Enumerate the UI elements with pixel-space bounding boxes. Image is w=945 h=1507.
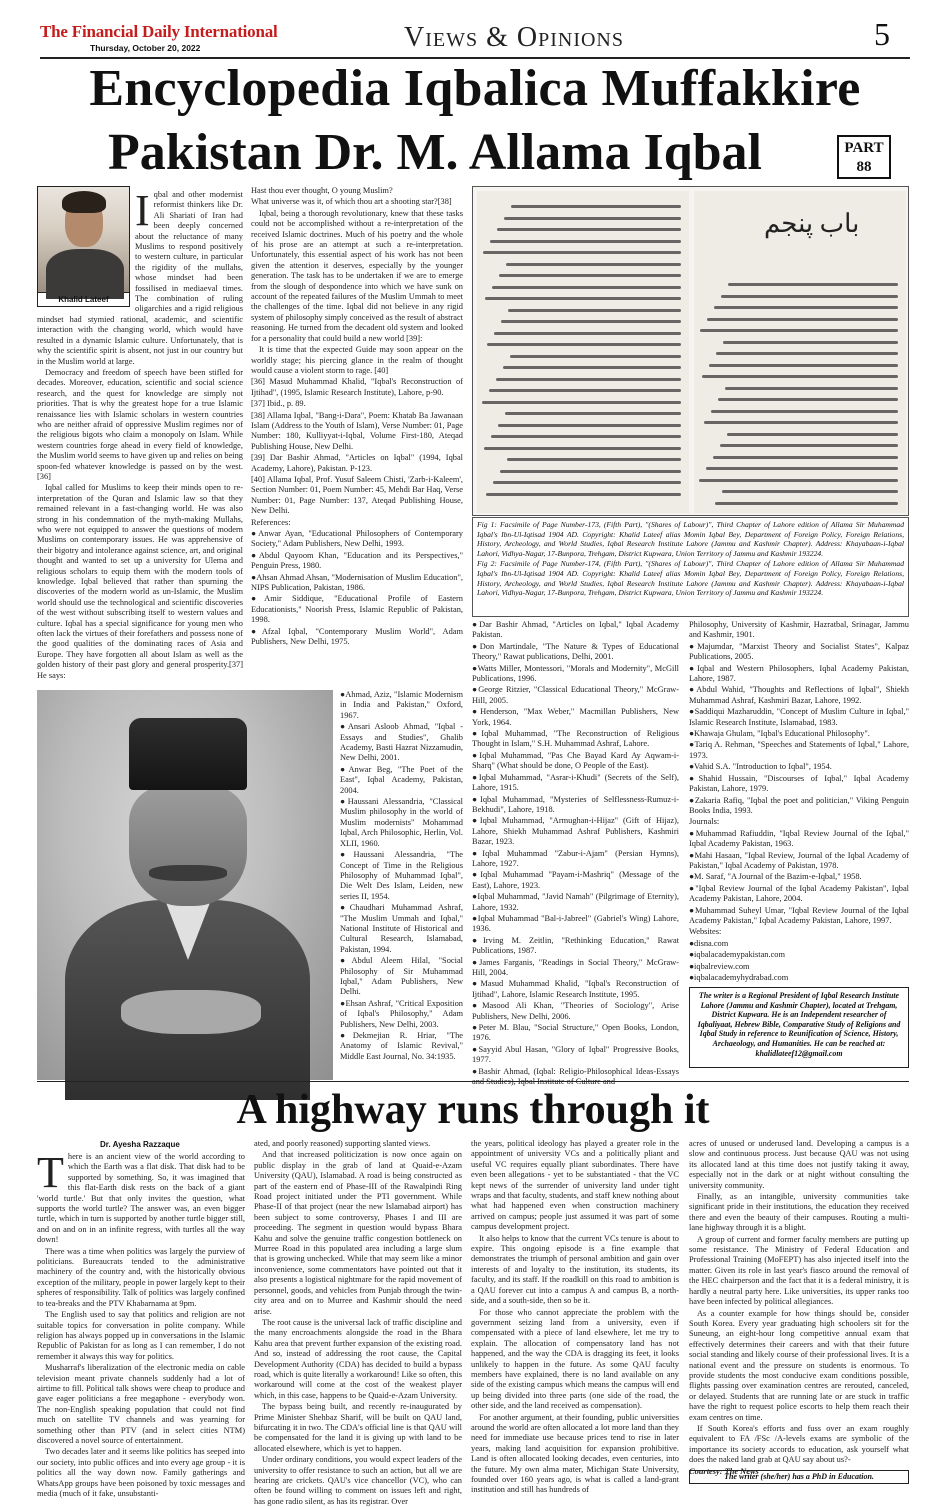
article2-paragraph: If South Korea's efforts and fuss over an exam roughly equivalent to FA /FSc /A-levels exams are symbolic of the importance its society accords to education, ask yourself what does the naked land grab at QAU say about us?- [689,1423,909,1465]
article2-paragraph: ated, and poorly reasoned) supporting slanted views. [254,1139,431,1148]
bibliography-item: ●iqbalacademyhydrabad.com [689,973,789,982]
bibliography-item: ●Dar Bashir Ahmad, "Articles on Iqbal," Iqbal Academy Pakistan. [472,620,679,640]
facsimile-text-line [511,205,681,208]
facsimile-text-line [715,502,898,505]
article1-column-4 [472,620,679,1078]
bibliography-item: ●Afzal Iqbal, "Contemporary Muslim World", Adam Publishers, New Delhi, 1975. [251,626,463,647]
facsimile-text-line [499,274,681,277]
article1-paragraph: Hast thou ever thought, O young Muslim? [251,186,393,195]
author-bio: The writer is a Regional President of Iqbal Research Institute Lahore (Jammu and Kashmir Chapter), located at Trehgam, District Kupwara. He is an Independent researcher of Iqbaliyaat, Hebrew Bible, Comparative Study of Religions and Iqbal Study in reference to Reunification of Science, History, Archaeology, and Humanities. He can be reached at: khalidlateef12@gmail.com [689,987,909,1068]
bibliography-item: ●Iqbal Muhammad, "The Reconstruction of Religious Thought in Islam," S.H. Muhammad Ashraf, Lahore. [472,729,679,749]
facsimile-text-line [500,470,681,473]
facsimile-text-line [498,424,681,427]
facsimile-text-line [501,320,681,323]
article2-headline: A highway runs through it [236,1087,710,1133]
reference-item: [37] Ibid., p. 89. [251,399,306,409]
facsimile-text-line [718,398,898,401]
article1-column-5 [689,620,909,984]
facsimile-text-line [484,447,681,450]
bibliography-item: ●Iqbal and Western Philosophers, Iqbal Academy Pakistan, Lahore, 1987. [689,663,909,684]
article2-lead-paragraph [37,1148,245,1246]
photo-wrap-spacer [37,190,135,312]
bibliography-item: ●Mahi Hasaan, "Iqbal Review, Journal of the Iqbal Academy of Pakistan," Iqbal Academy of Pakistan, 1978. [689,850,909,870]
facsimile-image [472,186,909,516]
figure-caption-1: Fig 1: Facsimile of Page Number-173, (Fifth Part), "(Shares of Labour)", Third Chapter of Lahore edition of Allama Sir Muhammad Iqbal's Ibn-Ul-Iqtisad 1904 AD. Copyright: Khalid Lateef alias Momin Iqbal Bey, Department of Foreign Policy, Foreign Relations, History, Archeology, and World Studies, Iqbal Research Institute Lahore (Jammu and Kashmir Chapter). Address: Khayabaan-i-Iqbal Lahori, Vidhya-Nagar, 17-Bunpora, Trehgam, District Kupwara, Union Territory of Jammu and Kashmir 193224. [477,520,904,558]
bibliography-item: Websites: [689,927,722,937]
bibliography-item: ●Zakaria Rafiq, "Iqbal the poet and politician," Viking Penguin Books India, 1993. [689,795,909,815]
reference-list [251,377,463,516]
bibliography-item: ●disna.com [689,938,729,948]
article1-paragraph: Iqbal called for Muslims to keep their minds open to re-interpretation of the Quran and Islamic law so that they remained relevant in a fast-changing world. He was also strong in his condemnation of the myth-making Mullahs, who were not equipped to answer the questions of modern Muslims on contemporary issues. He was apprehensive of their bigotry and intolerance against science, art, and original thought and wanted to set up a university for Ulema and religious scholars to equip them with the modern tools of knowledge. Iqbal believed that rather than spurning the discoveries of the modern world as un-Islamic, the Muslim world should use the technological and scientific discoveries of the west without subscribing itself to western values and culture. Iqbal has a special significance for young men who often lack the virtues of their forefathers and possess none of the good qualities of the dominating races of Asia and Europe. They have forgotten all about Islam as well as the golden history of their past glory and general prosperity.[37] He says: [37,483,243,680]
article2-paragraph: The root cause is the universal lack of traffic discipline and the many encroachments alongside the road in the Bhara Kahu area that prevent further expansion of the existing road. And so, instead of addressing the root cause, the Capital Development Authority (CDA) has decided to build a bypass road, which is quite literally a workaround! Like so often, this workaround will come at the cost of the weakest player which, in this case, happens to be Quaid-e-Azam University. [254,1317,462,1400]
newspaper-name: The Financial Daily International [40,22,278,41]
article1-headline-line1: Encyclopedia Iqbalica Muffakkire [89,60,861,117]
facsimile-text-line [728,283,898,286]
reference-item: [39] Dar Bashir Ahmad, "Articles on Iqbal" (1994, Iqbal Academy, Lahore), Pakistan. P-123. [251,453,463,473]
bibliography-item: ●Tariq A. Rehman, "Speeches and Statements of Iqbal," Lahore, 1973. [689,740,909,760]
facsimile-text-line [510,355,681,358]
bibliography-item: ●Anwar Beg, "The Poet of the East", Iqbal Academy, Pakistan, 2004. [340,764,463,795]
reference-item: [40] Allama Iqbal, Prof. Yusuf Saleem Chisti, 'Zarb-i-Kaleem', Section Number: 01, Poem Number: 45, Mehdi Bar Haq, Verse Number: 01, Page Number: 137, Ateqad Publishing House, New Delhi. [251,474,463,516]
bibliography-item: ●Chaudhari Muhammad Ashraf, "The Muslim Ummah and Iqbal," National Institute of Historical and Cultural Research, Islamabad, Pakistan, 1994. [340,903,463,954]
iqbal-portrait [37,690,333,1080]
facsimile-text-line [714,306,898,309]
part-label: PART [844,140,884,156]
portrait-hands [121,990,261,1034]
article2-paragraph: It also helps to know that the current VCs tenure is about to expire. This ongoing episode is a fine example that demonstrates the triumph of personal ambition and gain over interests of and loyalty to the institution, its students, its faculty, and its staff. If the roadkill on this road to ambition is a QAU forever cut into a campus A and campus B, a north-side, and a south-side, then so be it. [471,1233,679,1306]
bibliography-item: ●Anwar Ayan, "Educational Philosophers of Contemporary Society," Adam Publishers, New Delhi, 1993. [251,529,463,549]
portrait-cap [129,718,247,790]
bibliography-item: ●Amir Siddique, "Educational Profile of Eastern Educationists," Noorish Press, Islamic Republic of Pakistan, 1998. [251,594,463,625]
article2-byline: Dr. Ayesha Razzaque [100,1140,180,1149]
figure-caption [472,517,909,617]
article2-paragraph: As a counter example for how things should be, consider South Korea. Every year graduating high schoolers sit for the Suneung, an eight-hour long competitive annual exam that effectively determines their careers and with that their future social standing and likely course of their professional lives. It is a national event and the pressure on students is enormous. To provide students the most conducive exam conditions possible, flights passing over examination centres are rerouted, canceled, or delayed. Students that are running late or are stuck in traffic have the right to request police escorts to help them reach their exam centres on time. [689,1308,909,1422]
bibliography-item: ●Henderson, "Max Weber," Macmillan Publishers, New York, 1964. [472,707,679,727]
facsimile-text-line [716,352,898,355]
facsimile-text-line [503,366,681,369]
article2-paragraph: For those who cannot appreciate the problem with the government seizing land from a university, even if compensated with a piece of land elsewhere, let me try to explain. The allocation of compensatory land has not happened, and the way the CDA is dragging its feet, it looks unlikely to happen in the future. As some QAU faculty members have explained, there is no land available on any side of the existing campus which means the campus will end up being divided into three parts (one side of the road, the other side, and the land received as compensation). [471,1307,679,1411]
facsimile-chapter-title: باب پنجم [764,209,860,238]
bibliography-item: ●Iqbal Muhammad "Payam-i-Mashriq" (Message of the East), Lahore, 1923. [472,870,679,890]
article2-column-2 [254,1139,462,1506]
facsimile-text-line [493,481,681,484]
article2-paragraph: Two decades later and it seems like politics has seeped into our society, into public offices and into every age group - it is politics all the way down now. Family gatherings and WhatsApp groups have been poisoned by toxic messages and media (much of it fake, unsubstanti- [37,1447,245,1498]
author-caption: Khalid Lateef [37,293,130,307]
bibliography-item: ●iqbalacademypakistan.com [689,950,785,960]
article1-column-1 [37,186,243,685]
bibliography-item: ●George Ritzier, "Classical Educational Theory," McGraw-Hill, 2005. [472,685,679,705]
facsimile-text-line [721,295,898,298]
bibliography-item: ●Ansari Asloob Ahmad, "Iqbal - Essays and Studies", Ghalib Academy, Basti Hazrat Nizzamudin, New Delhi, 2001. [340,722,463,763]
article2-paragraph: And that increased politicization is now once again on public display in the grab of land at Quaid-e-Azam University (QAU), Islamabad. A road is being constructed as part of the eastern end of Phase-III of the Rawalpindi Ring Road project initiated under the PTI government. While Phase-II of that project (near the new Islamabad airport) has been subject to some controversy, Phases I and III are proceeding. The segment in question would bypass Bhara Kahu and solve the genuine traffic congestion bottleneck on Murree Road in this populated area including a large slum that is growing unchecked. While that may seem like a minor inconvenience, some commentators have pointed out that it also presents a logistical nightmare for the rapid movement of personnel, goods, and vehicles from Punjab through the twin-city area and on to Murree and Kashmir should the need arise. [254,1150,462,1316]
bibliography-item: ●Iqbal Muhammad, "Asrar-i-Khudi" (Secrets of the Self), Lahore, 1915. [472,772,679,793]
bibliography-item: ●Iqbal Muhammad, "Mysteries of Selflessness-Rumuz-i-Bekhudi", Lahore, 1918. [472,794,679,814]
bibliography-item: ●Irving M. Zeitlin, "Rethinking Education," Rawat Publications, 1987. [472,935,679,956]
facsimile-text-line [725,387,898,390]
article2-paragraph: For another argument, at their founding, public universities around the world are often allocated a lot more land than they need for immediate use because prices tend to rise in later years, making land acquisition for expansion prohibitive. Land is often allocated looking decades, even centuries, into the future. My own alma mater, Michigan State University, founded over 160 years ago, is what is called a land-grant institution and still has hundreds of [471,1412,679,1495]
masthead-rule [40,57,910,59]
bibliography-item: ●Abdul Aleem Hilal, "Social Philosophy of Sir Muhammad Iqbal," Adam Publishers, New Delhi. [340,956,463,997]
article2-paragraph: Under ordinary conditions, you would expect leaders of the university to offer resistance to such an action, but all we are hearing are crickets. QAU's vice chancellor (VC), who can often be found willing to comment on issues left and right, has gone radio silent, as has its registrar. Over [254,1455,462,1506]
facsimile-text-line [482,401,681,404]
article2-paragraph: Finally, as an intangible, university communities take significant pride in their institutions, the education they received there and even the beauty of their campuses. Routing a multi-lane highway through it is a blight. [689,1192,909,1233]
facsimile-text-line [490,240,681,243]
bibliography-item: ●M. Saraf, "A Journal of the Bazim-e-Iqbal," 1958. [689,872,862,882]
article2-paragraph: The English used to say that politics and religion are not suitable topics for conversation in polite company. While religion has always popped up in conversations in the Islamic Republic of Pakistan for as long as I can remember, I do not remember it always this way for politics. [37,1310,245,1361]
facsimile-text-line [494,332,681,335]
facsimile-text-line [700,329,898,332]
facsimile-page-2 [694,191,906,513]
article1-dropcap: I [135,186,150,235]
bibliography-item: ●Vahid S.A. "Introduction to Iqbal", 1954. [689,762,832,772]
facsimile-text-line [489,389,681,392]
article2-column-3 [471,1139,679,1495]
facsimile-text-line [699,479,898,482]
bibliography-item: ●Watts Miller, Montessori, "Morals and Modernity", McGill Publications, 1996. [472,663,679,684]
bibliography-item: ●Iqbal Muhammad "Zabur-i-Ajam" (Persian Hymns), Lahore, 1927. [472,848,679,868]
bibliography-item: ●Ehsan Ashraf, "Critical Exposition of Iqbal's Philosophy," Adam Publishers, New Delhi, 2003. [340,998,463,1029]
bibliography-item: ●Saddiqui Mazharuddin, "Concept of Muslim Culture in Iqbal," Islamic Research Institute, Islamabad, 1983. [689,707,909,727]
bibliography-item: ●Shahid Hussain, "Discourses of Iqbal," Iqbal Academy Pakistan, Lahore, 1979. [689,773,909,794]
article2-dropcap: T [37,1148,64,1197]
facsimile-text-line [727,433,898,436]
facsimile-text-line [711,410,898,413]
bibliography-item: ●Majumdar, "Marxist Theory and Socialist States", Kalpaz Publications, 2005. [689,641,909,662]
article2-column-1 [37,1148,245,1498]
bibliography-item: ●Ahmad, Aziz, "Islamic Modernism in India and Pakistan," Oxford, 1967. [340,690,463,720]
facsimile-text-line [702,375,898,378]
article1-paragraph: Democracy and freedom of speech have been stifled for decades. Moreover, education, scientific and social science research, and the quest for knowledge are simply not priorities. That is why the greatest hope for a true Islamic renaissance lies with Islamic scholars in western countries who are neither afraid of oppressive Muslim regimes nor of the religious bigots who claim a monopoly on Islam. While western countries forge ahead in every field of knowledge, the Muslim world seems to have given up and relies on being spoon-fed whatever knowledge is passed on by the west. [36] [37,367,243,481]
bibliography-item: ●Don Martindale, "The Nature & Types of Educational Theory," Rawat publications, Delhi, 2001. [472,641,679,662]
facsimile-text-line [706,467,898,470]
page-number: 5 [874,16,890,52]
facsimile-text-line [707,318,898,321]
facsimile-text-line [713,456,898,459]
facsimile-text-line [720,444,898,447]
bibliography-item: ●Iqbal Muhammad, "Javid Namah" (Pilgrimage of Eternity), Lahore, 1932. [472,892,679,912]
article2-author-tagline: The writer (she/her) has a PhD in Education. [689,1470,909,1484]
facsimile-text-line [505,412,681,415]
bibliography-item: ●Khawaja Ghulam, "Iqbal's Educational Philosophy". [689,729,870,739]
bibliography-item: ●Masood Ali Khan, "Theories of Sociology", Arise Publishers, New Delhi, 2006. [472,1001,679,1021]
article1-column-3 [340,690,463,1078]
bibliography-item: ●Bashir Ahmad, (Iqbal: Religio-Philosophical Ideas-Essays [472,1066,679,1076]
facsimile-text-line [491,435,681,438]
article1-paragraph: What universe was it, of which thou art a shooting star?[38] [251,197,452,207]
section-title: Views & Opinions [404,22,624,53]
bibliography-item: ●Abdul Qayoom Khan, "Education and its Perspectives," Penguin Press, 1980. [251,550,463,571]
article2-paragraph: The bypass being built, and recently re-inaugurated by Prime Minister Shehbaz Sharif, will be built on QAU land, bifurcating it in two. The CDA's official line is that QAU will be compensated for the land it is giving up with land to be allocated elsewhere, which is yet to happen. [254,1402,462,1453]
facsimile-text-line [485,297,681,300]
article1-headline-line2: Pakistan Dr. M. Allama Iqbal [108,124,762,181]
reference-item: [36] Masud Muhammad Khalid, "Iqbal's Reconstruction of Ijtihad", (1995, Islamic Research Institute), Lahore, p-90. [251,377,463,397]
facsimile-text-line [486,493,681,496]
bibliography-item: ●Muhammad Suheyl Umar, "Iqbal Review Journal of the Iqbal Academy Pakistan," Iqbal Academy Pakistan, Lahore, 1997. [689,905,909,925]
bibliography-item: ●James Farganis, "Readings in Social Theory," McGraw-Hill, 2004. [472,957,679,977]
bibliography-item: ●"Iqbal Review Journal of the Iqbal Academy Pakistan", Iqbal Academy Pakistan, Lahore, 2004. [689,883,909,904]
facsimile-text-line [704,421,898,424]
part-badge [837,135,891,179]
issue-date: Thursday, October 20, 2022 [90,43,201,53]
bibliography-item: ●Haussani Alessandria, "Classical Muslim philosophy in the world of Muslim modernists" Mohammad Iqbal, Arch Philosophic, Herlin, Vol. XLII, 1960. [340,797,463,848]
article2-paragraph: There was a time when politics was largely the purview of politicians. Bureaucrats tended to the administrative machinery of the country and, with the historically obvious exception of the military, people in power largely kept to their spheres of responsibility. Talk of politics was largely confined to tea-breaks and the PTV Khabarnama at 9pm. [37,1246,245,1308]
article2-courtesy: Courtesy: The News [689,1466,759,1476]
masthead [40,18,910,56]
bibliography-item: ●Muhammad Rafiuddin, "Iqbal Review Journal of the Iqbal," Iqbal Academy Pakistan, 1963. [689,828,909,849]
facsimile-page-1 [477,191,689,513]
bibliography-item: ●iqbalreview.com [689,961,750,971]
bibliography-item: ●Iqbal Muhammad, "Pas Che Bayad Kard Ay Aqwam-i-Sharq" (What should be done, O People of the East). [472,750,679,771]
bibliography-list [251,529,463,647]
article1-paragraph: Iqbal, being a thorough revolutionary, knew that these tasks could not be accomplished without a re-interpretation of the received Islamic doctrines. Much of his poetry and the whole of his prose are an attempt at such a re-interpretation. Unfortunately, this essential aspect of his work has not been given the attention it deserves, especially by the younger generation. The task has to be undertaken if we are to emerge from the slough of despondence into which we have sunk on account of the repeated failures of the Muslim Ummah to meet the challenges of the time. Iqbal did not believe in any rigid system of philosophy simply conceived as the result of abstract reasoning. He turned from the decadent old system and looked for a personality that could build a new world [39]: [251,208,463,343]
facsimile-text-line [483,251,681,254]
bibliography-item: ●Peter M. Blau, "Social Structure," Open Books, London, 1976. [472,1023,679,1043]
bibliography-item: ●Haussani Alessandria, "The Concept of Time in the Religious Philosophy of Muhammad Iqbal", Die Welt Des Islam, Leiden, new series II, 1954. [340,850,463,901]
facsimile-text-line [709,364,898,367]
figure-caption-2: Fig 2: Facsimile of Page Number-174, (Fifth Part), "(Shares of Labour)", Third Chapter of Lahore edition of Allama Sir Muhammad Iqbal's Ibn-Ul-Iqtisad 1904 AD. Copyright: Khalid Lateef alias Momin Iqbal Bey, Department of Foreign Policy, Foreign Relations, History, Archeology, and World Studies, Iqbal Research Institute Lahore (Jammu and Kashmir Chapter). Address: Khayabaan-i-Iqbal Lahori, Vidhya-Nagar, 17-Bunpora, Trehgam, District Kupwara, Union Territory of Jammu and Kashmir 193224. [477,559,904,598]
article1-column-2 [251,186,463,686]
article1-lead-text: qbal and other modernist reformist thinkers like Dr. Ali Shariati of Iran had been deeply concerned about the reluctance of many Muslims to respond positively to western culture, in particular the rigidity of the mullahs, whose mindset had been fossilised in mediaeval times. The combination of ruling oligarchies and a rigid religious mindset had stymied rational, academic, and scientific interaction with the changing world, which would have resulted in a dynamic Islamic culture. Unfortunately, that is why the scientific spirit is absent, not just in our country but in the Muslim world at large. [37,190,243,366]
section-divider [37,1081,909,1082]
article2-column-4 [689,1139,909,1476]
article1-paragraph: It is time that the expected Guide may soon appear on the worldly stage; his piercing glance in the realm of thought would cause a violent storm to rage. [40] [251,345,463,375]
facsimile-text-line [492,286,681,289]
bibliography-item: ●Sayyid Abul Hasan, "Glory of Iqbal" Progressive Books, 1977. [472,1044,679,1065]
facsimile-text-line [723,341,898,344]
facsimile-text-line [507,458,681,461]
bibliography-item: ●Dekmejian R. Hriar, "The Anatomy of Islamic Revival," Middle East Journal, No. 34:1935. [340,1031,463,1061]
article2-paragraph: acres of unused or underused land. Developing a campus is a slow and continuous process. Just because QAU was not using its allocated land at this time does not justify taking it away, especially not in the dark or at night without consulting the university community. [689,1139,909,1190]
article2-paragraph: the years, political ideology has played a greater role in the appointment of university VCs and a politically pliant and useful VC requires equally pliant subordinates. There have even been allegations - yet to be substantiated - that the VC kept news of the surrender of university land under tight wraps and that faculty, students, and staff knew nothing about what had happened even when construction machinery arrived on campus; people just assumed it was part of some campus development project. [471,1139,679,1232]
references-heading: References: [251,517,291,527]
article2-paragraph: A group of current and former faculty members are putting up some resistance. The Ministry of Federal Education and Professional Training (MoFEPT) has also injected itself into the matter. Given its role in last year's fiasco around the removal of the HEC chairperson and the fact that it is a federal ministry, it is hardly a neutral party here. Like universities, its upper ranks too have been infected by political allegiances. [689,1234,909,1307]
bibliography-item: ●Iqbal Muhammad, "Armughan-i-Hijaz" (Gift of Hijaz), Lahore, Shiekh Muhammad Ashraf Publishers, Kashmiri Bazar, 1923. [472,816,679,847]
facsimile-text-line [487,343,681,346]
facsimile-text-line [508,309,681,312]
facsimile-text-line [722,490,898,493]
portrait-face [129,786,247,906]
article2-paragraph: Musharraf's liberalization of the electronic media on cable television meant private channels suddenly had a lot of airtime to fill. Political talk shows were cheap to produce and gave eager politicians a free megaphone - everybody won. The non-English speaking population that could not find much on satellite TV channels and was yearning for something other than PTV (and in select cities NTM) discovered a novel source of entertainment. [37,1363,245,1445]
bibliography-item: ●Masud Muhammad Khalid, "Iqbal's Reconstruction of Ijtihad", Lahore, Islamic Research Institute, 1995. [472,979,679,999]
facsimile-text-line [496,378,681,381]
article2-lead-text: here is an ancient view of the world according to which the Earth was a flat disk. That disk had to be supported by something. So, it was imagined that this flat-Earth disk rests on the back of a giant 'world turtle.' But that only invites the question, what supports the world turtle? The answer was, an even bigger turtle, which in turn is supported by another turtle bigger still, and on and on in an infinite regress, with turtles all the way down! [37,1152,245,1245]
part-number: 88 [856,159,872,175]
facsimile-text-line [506,263,681,266]
bibliography-item: ●Iqbal Muhammad "Bal-i-Jabreel" (Gabriel's Wing) Lahore, 1936. [472,913,679,934]
facsimile-text-line [504,217,681,220]
bibliography-item: ●Ahsan Ahmad Ahsan, "Modernisation of Muslim Education", NIPS Publication, Pakistan, 1986. [251,572,463,593]
bibliography-item: ●Abdul Wahid, "Thoughts and Reflections of Iqbal", Shiekh Muhammad Ashraf, Kashmiri Bazar, Lahore, 1992. [689,685,909,705]
reference-item: [38] Allama Iqbal, "Bang-i-Dara", Poem: Khatab Ba Jawanaan Islam (Address to the Youth of Islam), Verse Number: 01, Page Number: 180, Kulliyyat-i-Iqbal, Volume First-180, Ateqad Publishing House, New Delhi. [251,410,463,451]
bibliography-item: Philosophy, University of Kashmir, Hazratbal, Srinagar, Jammu and Kashmir, 1901. [689,620,909,640]
bibliography-item: Journals: [689,817,720,827]
facsimile-text-line [497,228,681,231]
portrait-moustache [149,865,227,881]
